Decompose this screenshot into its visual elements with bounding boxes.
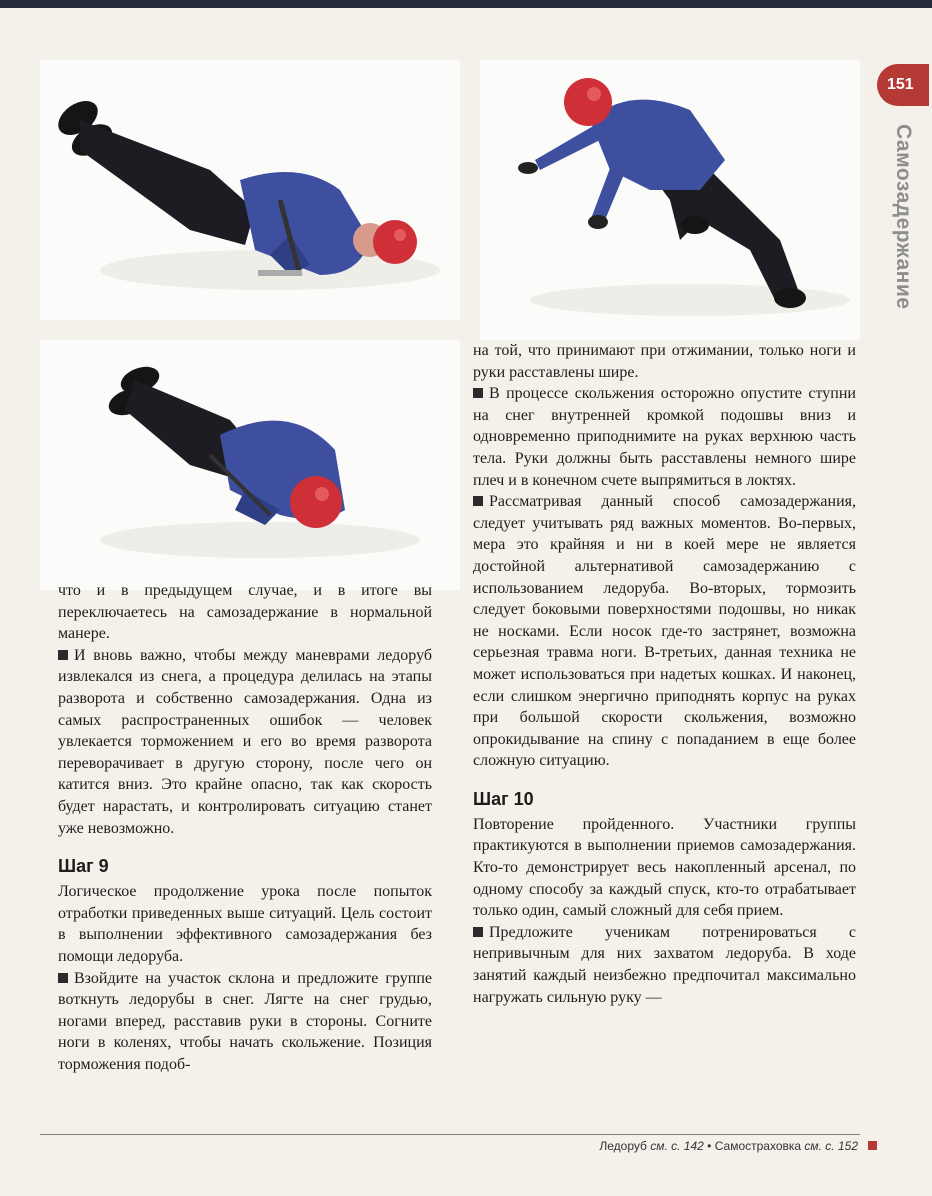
photo-climber-push-up-position — [480, 60, 860, 340]
bullet-square-icon — [58, 973, 68, 983]
bullet-paragraph — [58, 645, 432, 839]
page-number: 151 — [887, 76, 914, 93]
bullet-paragraph — [58, 968, 432, 1076]
footer-cross-references — [599, 1139, 858, 1153]
paragraph-text: Взойдите на участок склона и предложите группе воткнуть ледорубы в снег. Лягте на снег грудью, ногами вперед, расставив руки в стороны. Согните ноги в коленях, чтобы начать скольжение. Позиция торможения подоб- — [58, 969, 432, 1073]
bullet-square-icon — [58, 650, 68, 660]
bullet-paragraph — [473, 491, 856, 772]
page-number-badge — [877, 64, 929, 106]
step-9-heading: Шаг 9 — [58, 856, 109, 877]
top-edge-strip — [0, 0, 932, 8]
paragraph-text: В процессе скольжения осторожно опустите ступни на снег внутренней кромкой подошвы вниз и одновременно приподнимите на руках верхнюю часть тела. Руки должны быть расставлены немного шире плеч и в конечном счете выпрямиться в локтях. — [473, 385, 856, 489]
footer-ref-ice-axe: Ледоруб — [599, 1139, 647, 1153]
paragraph — [473, 340, 856, 383]
paragraph-text: что и в предыдущем случае, и в итоге вы переключаетесь на самозадержание в нормальной манере. — [58, 582, 432, 643]
footer-separator: • — [707, 1139, 712, 1153]
footer-ref-self-belay-page: см. с. 152 — [804, 1139, 858, 1153]
footer-square-marker — [868, 1141, 877, 1150]
paragraph-text: Предложите ученикам потренироваться с непривычным для них захватом ледоруба. В ходе занятий каждый неизбежно предпочитал максимально нагружать сильную руку — — [473, 923, 856, 1006]
left-text-column — [58, 580, 432, 1075]
right-text-column — [473, 340, 856, 1008]
paragraph-text: Рассматривая данный способ самозадержания, следует учитывать ряд важных моментов. Во-первых, мера это крайняя и ни в коей мере не является достойной альтернативой самозадержанию с использованием ледоруба. Во-вторых, тормозить следует боковыми поверхностями подошвы, но никак не носками. Если носок где-то застрянет, возможна серьезная травма ноги. В-третьих, данная техника не может использоваться при надетых кошках. И наконец, если слишком энергично приподнять корпус на руках при большой скорости скольжения, возможно опрокидывание на спину с попаданием в еще более сложную ситуацию. — [473, 493, 856, 770]
bullet-paragraph — [473, 383, 856, 491]
paragraph-text: Логическое продолжение урока после попыток отработки приведенных выше ситуаций. Цель состоит в выполнении эффективного самозадержания без помощи ледоруба. — [58, 883, 432, 965]
photo-climber-lying-head-down — [40, 60, 460, 320]
paragraph-text: на той, что принимают при отжимании, только ноги и руки расставлены шире. — [473, 342, 856, 381]
paragraph-text: И вновь важно, чтобы между маневрами ледоруб извлекался из снега, а процедура делилась на этапы разворота и собственно самозадержания. Одна из самых распространенных ошибок — человек увлекается торможением и его во время разворота переворачивает в другую сторону, после чего он катится вниз. Это крайне опасно, так как скорость будет нарастать, и контролировать ситуацию станет уже невозможно. — [58, 646, 432, 837]
paragraph — [473, 814, 856, 922]
bullet-paragraph — [473, 922, 856, 1008]
paragraph — [58, 881, 432, 967]
running-section-title: Самозадержание — [892, 124, 915, 310]
footer-divider — [40, 1134, 860, 1135]
footer-ref-self-belay: Самостраховка — [714, 1139, 802, 1153]
paragraph — [58, 580, 432, 645]
bullet-square-icon — [473, 496, 483, 506]
step-10-heading: Шаг 10 — [473, 788, 534, 809]
footer-ref-ice-axe-page: см. с. 142 — [650, 1139, 704, 1153]
photo-climber-rolling — [40, 340, 460, 590]
paragraph-text: Повторение пройденного. Участники группы практикуются в выполнении приемов самозадержания. Кто-то демонстрирует весь накопленный арсенал, по одному способу за каждый спуск, кто-то отрабатывает только один, самый сложный для себя прием. — [473, 815, 856, 920]
bullet-square-icon — [473, 927, 483, 937]
bullet-square-icon — [473, 388, 483, 398]
